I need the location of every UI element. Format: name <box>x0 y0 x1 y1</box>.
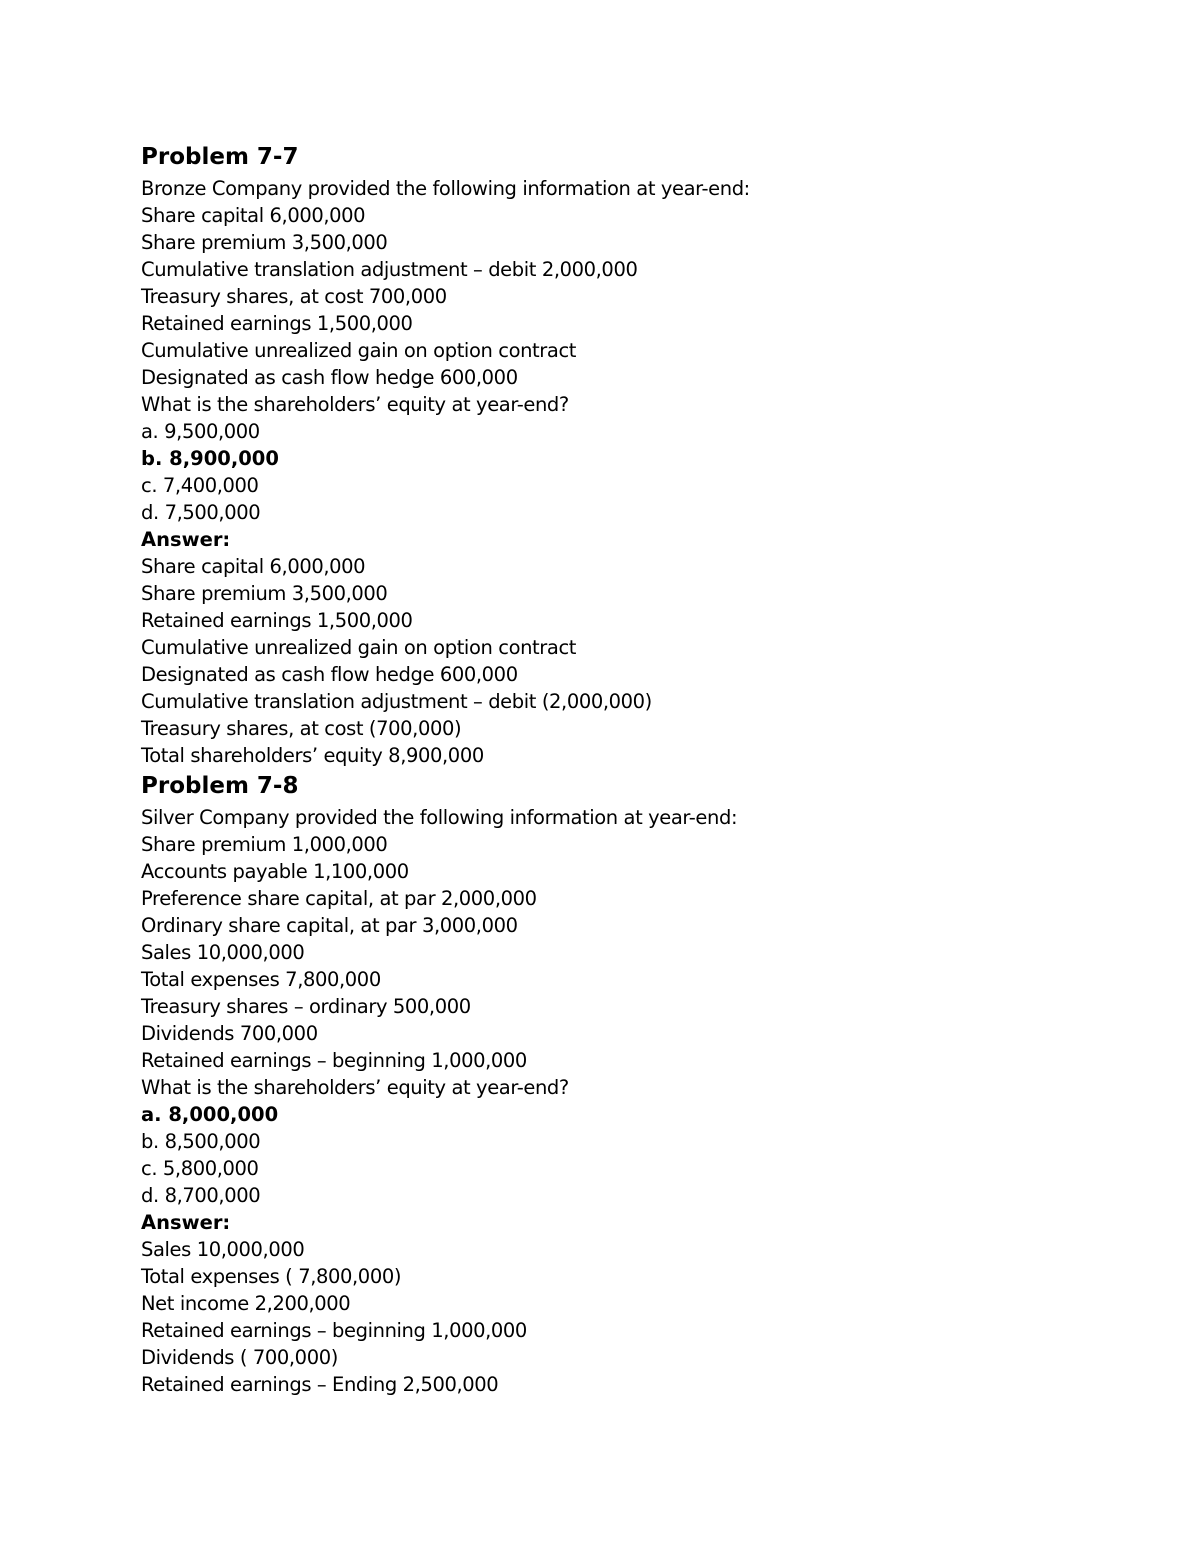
answer-line: Total expenses ( 7,800,000) <box>141 1265 402 1288</box>
data-line: Designated as cash flow hedge 600,000 <box>141 366 518 389</box>
problem-title: Problem 7-7 <box>141 144 299 170</box>
answer-line: Designated as cash flow hedge 600,000 <box>141 663 518 686</box>
answer-line: Sales 10,000,000 <box>141 1238 305 1261</box>
data-line: Cumulative translation adjustment – debit 2,000,000 <box>141 258 638 281</box>
answer-line: Share capital 6,000,000 <box>141 555 366 578</box>
answer-line: Total shareholders’ equity 8,900,000 <box>141 744 484 767</box>
data-line: Retained earnings – beginning 1,000,000 <box>141 1049 527 1072</box>
data-line: Retained earnings 1,500,000 <box>141 312 413 335</box>
choice-b: b. 8,500,000 <box>141 1130 261 1153</box>
problem-title: Problem 7-8 <box>141 773 299 799</box>
problem-intro: Silver Company provided the following information at year-end: <box>141 806 738 829</box>
answer-label: Answer: <box>141 1211 231 1234</box>
answer-line: Retained earnings 1,500,000 <box>141 609 413 632</box>
choice-c: c. 5,800,000 <box>141 1157 259 1180</box>
answer-line: Treasury shares, at cost (700,000) <box>141 717 462 740</box>
choice-a: a. 9,500,000 <box>141 420 260 443</box>
answer-line: Share premium 3,500,000 <box>141 582 388 605</box>
data-line: Preference share capital, at par 2,000,000 <box>141 887 537 910</box>
answer-line: Retained earnings – beginning 1,000,000 <box>141 1319 527 1342</box>
data-line: Accounts payable 1,100,000 <box>141 860 409 883</box>
answer-line: Retained earnings – Ending 2,500,000 <box>141 1373 499 1396</box>
answer-line: Dividends ( 700,000) <box>141 1346 338 1369</box>
problem-intro: Bronze Company provided the following information at year-end: <box>141 177 750 200</box>
data-line: Treasury shares, at cost 700,000 <box>141 285 447 308</box>
problem-section <box>141 769 1141 1398</box>
data-line: Dividends 700,000 <box>141 1022 318 1045</box>
answer-line: Cumulative unrealized gain on option contract <box>141 636 577 659</box>
problem-section <box>141 140 1141 769</box>
choice-c: c. 7,400,000 <box>141 474 259 497</box>
answer-line: Cumulative translation adjustment – debit (2,000,000) <box>141 690 652 713</box>
choice-b-correct: b. 8,900,000 <box>141 447 279 470</box>
answer-label: Answer: <box>141 528 231 551</box>
choice-a-correct: a. 8,000,000 <box>141 1103 279 1126</box>
data-line: Share capital 6,000,000 <box>141 204 366 227</box>
choice-d: d. 8,700,000 <box>141 1184 261 1207</box>
data-line: Share premium 3,500,000 <box>141 231 388 254</box>
data-line: Share premium 1,000,000 <box>141 833 388 856</box>
data-line: Cumulative unrealized gain on option contract <box>141 339 577 362</box>
data-line: Total expenses 7,800,000 <box>141 968 381 991</box>
question-text: What is the shareholders’ equity at year-end? <box>141 393 569 416</box>
answer-line: Net income 2,200,000 <box>141 1292 351 1315</box>
document-content <box>141 140 1141 1398</box>
data-line: Sales 10,000,000 <box>141 941 305 964</box>
data-line: Ordinary share capital, at par 3,000,000 <box>141 914 518 937</box>
question-text: What is the shareholders’ equity at year-end? <box>141 1076 569 1099</box>
data-line: Treasury shares – ordinary 500,000 <box>141 995 471 1018</box>
choice-d: d. 7,500,000 <box>141 501 261 524</box>
